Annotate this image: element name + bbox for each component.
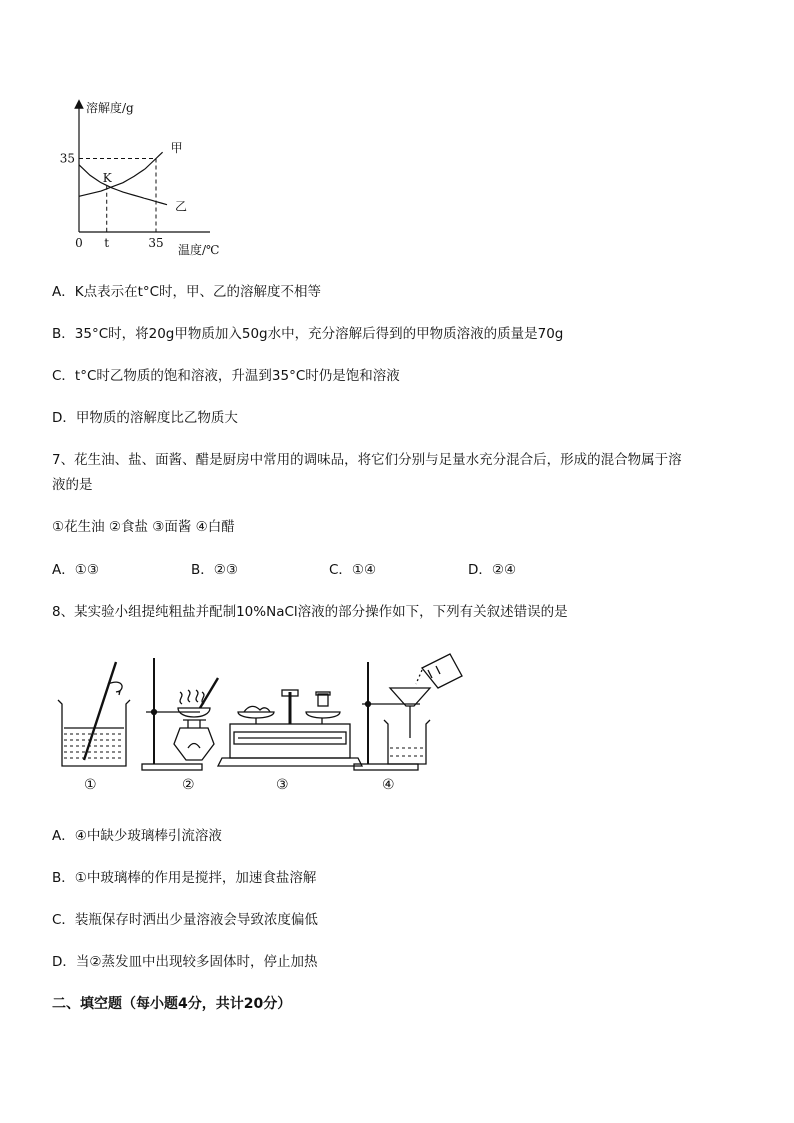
q6-option-d: D．甲物质的溶解度比乙物质大 bbox=[52, 410, 238, 426]
series-line-yi bbox=[79, 165, 167, 205]
x-tick-35: 35 bbox=[148, 236, 164, 250]
q8-option-a: A．④中缺少玻璃棒引流溶液 bbox=[52, 828, 222, 844]
balance-drawing bbox=[218, 690, 362, 766]
figure-label-2: ② bbox=[182, 777, 195, 793]
q8-option-b: B．①中玻璃棒的作用是搅拌，加速食盐溶解 bbox=[52, 870, 317, 886]
q7-option-b: B．②③ bbox=[191, 562, 238, 578]
q7-option-a: A．①③ bbox=[52, 562, 99, 578]
q6-option-c: C．t°C时乙物质的饱和溶液，升温到35°C时仍是饱和溶液 bbox=[52, 368, 400, 384]
filtration-setup-drawing bbox=[354, 654, 462, 770]
y-axis-label: 溶解度/g bbox=[86, 101, 134, 115]
q8-option-c: C．装瓶保存时洒出少量溶液会导致浓度偏低 bbox=[52, 912, 318, 928]
figure-label-1: ① bbox=[84, 777, 97, 793]
series-label-yi: 乙 bbox=[175, 199, 188, 214]
q6-option-a: A．K点表示在t°C时，甲、乙的溶解度不相等 bbox=[52, 284, 322, 300]
q6-option-b: B．35°C时，将20g甲物质加入50g水中，充分溶解后得到的甲物质溶液的质量是70g bbox=[52, 326, 564, 342]
figure-label-3: ③ bbox=[276, 777, 289, 793]
q7-option-d: D．②④ bbox=[468, 562, 517, 578]
y-tick-35: 35 bbox=[60, 151, 75, 166]
figure-label-4: ④ bbox=[382, 777, 395, 793]
q7-option-c: C．①④ bbox=[329, 562, 377, 578]
q7-items: ①花生油 ②食盐 ③面酱 ④白醋 bbox=[52, 519, 235, 535]
q8-stem: 8、某实验小组提纯粗盐并配制10%NaCl溶液的部分操作如下，下列有关叙述错误的是 bbox=[52, 604, 568, 620]
section-heading-fill-in: 二、填空题（每小题4分，共计20分） bbox=[52, 996, 292, 1012]
lab-apparatus-figure bbox=[50, 648, 470, 774]
series-label-jia: 甲 bbox=[170, 141, 183, 156]
x-axis-label: 温度/℃ bbox=[178, 243, 220, 257]
q8-option-d: D．当②蒸发皿中出现较多固体时，停止加热 bbox=[52, 954, 318, 970]
x-tick-0: 0 bbox=[75, 236, 83, 250]
q7-stem-line2: 液的是 bbox=[52, 477, 93, 493]
x-tick-t: t bbox=[104, 236, 110, 250]
solubility-chart bbox=[60, 98, 240, 260]
evaporation-setup-drawing bbox=[142, 658, 218, 770]
dissolving-beaker-drawing bbox=[58, 662, 130, 766]
q7-stem-line1: 7、花生油、盐、面酱、醋是厨房中常用的调味品，将它们分别与足量水充分混合后，形成的混合物属于溶 bbox=[52, 452, 682, 468]
point-label-k: K bbox=[102, 170, 112, 185]
